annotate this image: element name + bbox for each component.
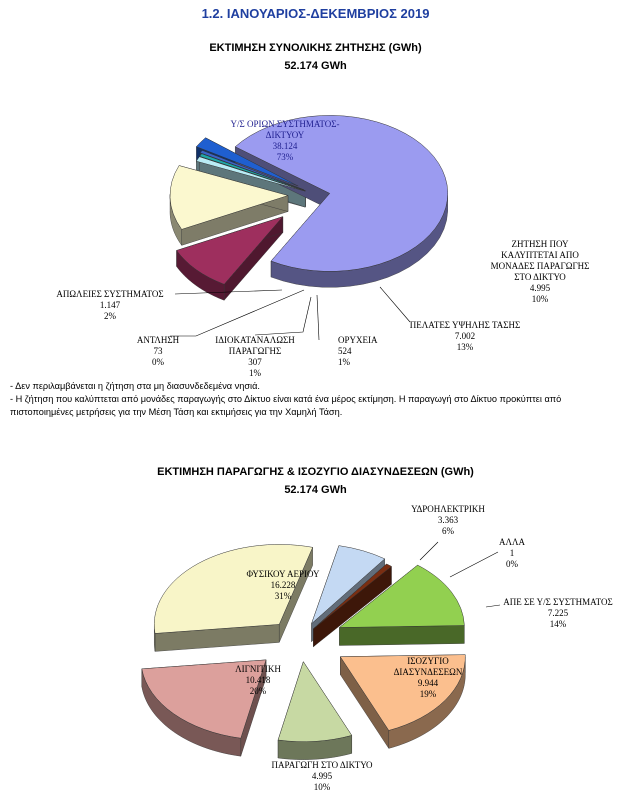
data-label: Υ/Σ ΟΡΙΩΝ ΣΥΣΤΗΜΑΤΟΣ- bbox=[230, 119, 340, 129]
data-label: 73 bbox=[153, 346, 163, 356]
data-label: ΜΟΝΑΔΕΣ ΠΑΡΑΓΩΓΗΣ bbox=[490, 261, 590, 271]
leader-line bbox=[420, 542, 438, 560]
data-label: 20% bbox=[249, 686, 267, 696]
data-label: ΑΛΛΑ bbox=[498, 537, 526, 547]
data-label: ΠΕΛΑΤΕΣ ΥΨΗΛΗΣ ΤΑΣΗΣ bbox=[409, 320, 521, 330]
data-label: ΛΙΓΝΙΤΙΚΗ bbox=[235, 664, 281, 674]
data-label: ΔΙΑΣΥΝΔΕΣΕΩΝ bbox=[393, 667, 463, 677]
data-label: 73% bbox=[276, 152, 294, 162]
data-label: 0% bbox=[506, 559, 518, 569]
data-label: ΣΤΟ ΔΙΚΤΥΟ bbox=[514, 272, 566, 282]
data-label: ΦΥΣΙΚΟΥ ΑΕΡΙΟΥ bbox=[246, 569, 320, 579]
data-label: 1 bbox=[509, 548, 515, 558]
data-label: 10% bbox=[531, 294, 549, 304]
data-label: ΠΑΡΑΓΩΓΗΣ bbox=[228, 346, 282, 356]
data-label: 524 bbox=[338, 346, 352, 356]
chart-1-title: ΕΚΤΙΜΗΣΗ ΣΥΝΟΛΙΚΗΣ ΖΗΤΗΣΗΣ (GWh) bbox=[209, 42, 422, 54]
chart-2-title: ΕΚΤΙΜΗΣΗ ΠΑΡΑΓΩΓΗΣ & ΙΣΟΖΥΓΙΟ ΔΙΑΣΥΝΔΕΣΕΩΝ (GWh) bbox=[157, 466, 474, 478]
data-label: 31% bbox=[274, 591, 292, 601]
data-label: ΖΗΤΗΣΗ ΠΟΥ bbox=[511, 239, 569, 249]
data-label: 16.228 bbox=[270, 580, 296, 590]
data-label: 2% bbox=[104, 311, 116, 321]
data-label: 19% bbox=[419, 689, 437, 699]
leader-line bbox=[450, 552, 498, 577]
data-label: 1.147 bbox=[99, 300, 121, 310]
data-label: ΑΠΩΛΕΙΕΣ ΣΥΣΤΗΜΑΤΟΣ bbox=[56, 289, 164, 299]
data-label: 9.944 bbox=[417, 678, 439, 688]
data-label: ΙΔΙΟΚΑΤΑΝΑΛΩΣΗ bbox=[215, 335, 295, 345]
data-label: ΟΡΥΧΕΙΑ bbox=[338, 335, 378, 345]
data-label: 7.225 bbox=[547, 608, 569, 618]
data-label: 6% bbox=[442, 526, 454, 536]
note-line: πιστοποιημένες μετρήσεις για την Μέση Τάση και εκτιμήσεις για την Χαμηλή Τάση. bbox=[10, 407, 343, 417]
data-label: ΑΠΕ ΣΕ Υ/Σ ΣΥΣΤΗΜΑΤΟΣ bbox=[503, 597, 613, 607]
note-line: - Δεν περιλαμβάνεται η ζήτηση στα μη διασυνδεδεμένα νησιά. bbox=[10, 381, 260, 391]
data-label: 0% bbox=[152, 357, 164, 367]
data-label: 4.995 bbox=[529, 283, 551, 293]
data-label: 14% bbox=[549, 619, 567, 629]
data-label: ΔΙΚΤΥΟΥ bbox=[265, 130, 305, 140]
data-label: 1% bbox=[338, 357, 350, 367]
note-line: - Η ζήτηση που καλύπτεται από μονάδες παραγωγής στο Δίκτυο είναι κατά ένα μέρος εκτίμηση. Η παραγωγή στο Δίκτυο προκύπτει από bbox=[10, 394, 562, 404]
data-label: 7.002 bbox=[454, 331, 476, 341]
data-label: 1% bbox=[249, 368, 261, 378]
data-label: 38.124 bbox=[272, 141, 298, 151]
data-label: 4.995 bbox=[311, 771, 333, 781]
data-label: ΚΑΛΥΠΤΕΤΑΙ ΑΠΟ bbox=[501, 250, 579, 260]
page-title: 1.2. ΙΑΝΟΥΑΡΙΟΣ-ΔΕΚΕΜΒΡΙΟΣ 2019 bbox=[201, 6, 430, 21]
data-label: ΠΑΡΑΓΩΓΗ ΣΤΟ ΔΙΚΤΥΟ bbox=[271, 760, 373, 770]
data-label: 307 bbox=[248, 357, 262, 367]
data-label: ΙΣΟΖΥΓΙΟ bbox=[407, 656, 449, 666]
data-label: 10% bbox=[313, 782, 331, 792]
chart-2-total: 52.174 GWh bbox=[284, 484, 347, 496]
data-label: 10.418 bbox=[245, 675, 271, 685]
slice-wall bbox=[339, 626, 464, 646]
data-label: 13% bbox=[456, 342, 474, 352]
data-label: 3.363 bbox=[437, 515, 459, 525]
data-label: ΑΝΤΛΗΣΗ bbox=[136, 335, 180, 345]
leader-line bbox=[486, 605, 500, 607]
chart-1-total: 52.174 GWh bbox=[284, 60, 347, 72]
data-label: ΥΔΡΟΗΛΕΚΤΡΙΚΗ bbox=[411, 504, 485, 514]
